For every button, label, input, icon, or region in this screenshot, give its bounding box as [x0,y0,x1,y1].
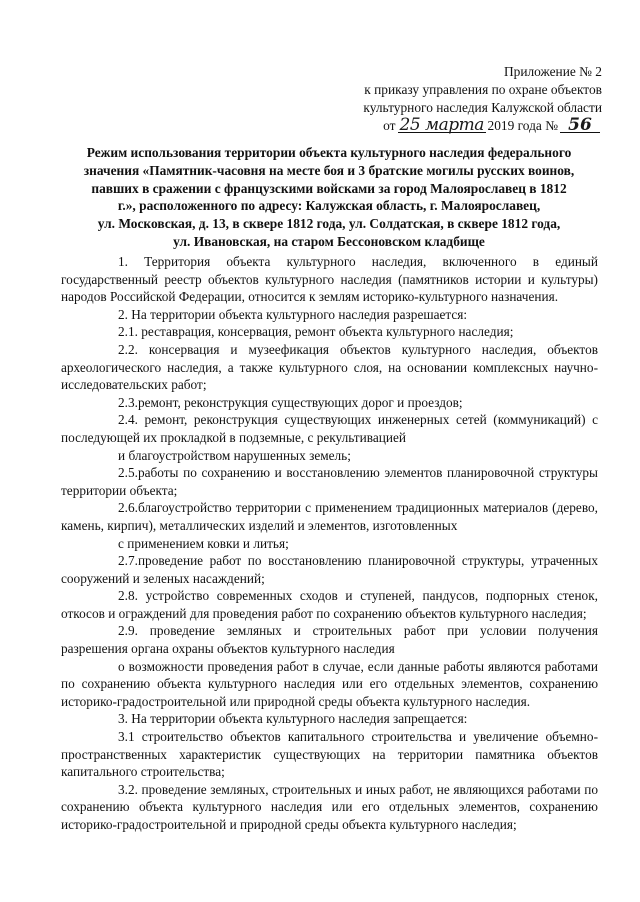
paragraph-2-2: 2.2. консервация и музеефикация объектов культурного наследия, объектов археологического наследия, а также культурного слоя, на основании комплексных научно-исследовательских работ; [61,341,598,393]
paragraph-2-1: 2.1. реставрация, консервация, ремонт объекта культурного наследия; [118,324,514,340]
paragraph-3-2: 3.2. проведение земляных, строительных и иных работ, не являющихся работами по сохранению объекта культурного наследия или его отдельных элементов, сохранению историко-градостроительной и природной среды объекта культурного наследия; [61,781,598,832]
title-line: ул. Ивановская, на старом Бессоновском кладбище [173,233,485,249]
paragraph-2-7: 2.7.проведение работ по восстановлению планировочной структуры, утраченных сооружений и зеленых насаждений; [61,553,598,586]
paragraph-2-8: 2.8. устройство современных сходов и ступеней, пандусов, подпорных стенок, откосов и ограждений для проведения работ по сохранению объектов культурного наследия; [61,588,598,621]
authority-name: культурного наследия Калужской области [363,100,602,115]
document-title [62,144,596,251]
paragraph-1: 1. Территория объекта культурного наследия, включенного в единый государственный реестр объектов культурного наследия (памятников истории и культуры) народов Российской Федерации, относится к землям историко-культурного назначения. [61,254,598,305]
paragraph-2-5: 2.5.работы по сохранению и восстановлению элементов планировочной структуры территории объекта; [61,465,598,498]
paragraph-2-6: 2.6.благоустройство территории с применением традиционных материалов (дерево, камень, кирпич), металлических изделий и элементов, изготовленных [61,500,598,533]
paragraph-2-3: 2.3.ремонт, реконструкция существующих дорог и проездов; [118,394,463,410]
paragraph-2: 2. На территории объекта культурного наследия разрешается: [118,306,468,322]
title-line: значения «Памятник-часовня на месте боя и 3 братские могилы русских воинов, [83,162,575,178]
paragraph-2-6-continued: с применением ковки и литья; [118,535,289,551]
paragraph-3-1: 3.1 строительство объектов капитального строительства и увеличение объемно-пространственных характеристик существующих на территории памятника объектов капитального строительства; [61,729,598,780]
appendix-number: Приложение № 2 [503,64,602,79]
paragraph-2-4: 2.4. ремонт, реконструкция существующих инженерных сетей (коммуникаций) с последующей их прокладкой в подземные, с рекультивацией [61,412,598,445]
paragraph-2-4-continued: и благоустройством нарушенных земель; [118,447,351,463]
title-line: г.», расположенного по адресу: Калужская область, г. Малоярославец, [117,198,541,214]
year-text: 2019 года № [487,118,558,133]
title-line: павших в сражении с французскими войсками за город Малоярославец в 1812 [91,180,567,196]
title-line: ул. Московская, д. 13, в сквере 1812 года, ул. Солдатская, в сквере 1812 года, [97,216,561,232]
appendix-header [320,63,602,135]
paragraph-3: 3. На территории объекта культурного наследия запрещается: [118,711,468,727]
document-body [61,253,598,834]
order-date-line [320,117,602,135]
paragraph-2-9: 2.9. проведение земляных и строительных работ при условии получения разрешения органа охраны объектов культурного наследия [61,623,598,657]
paragraph-2-9-continued: о возможности проведения работ в случае, если данные работы являются работами по сохранению объекта культурного наследия или его отдельных элементов, сохранению историко-градостроительной или природной среды объекта культурного наследия. [61,658,598,709]
handwritten-order-number: 56 [560,118,600,133]
title-line: Режим использования территории объекта культурного наследия федерального [86,145,572,160]
order-reference: к приказу управления по охране объектов [364,82,602,97]
handwritten-date: 25 марта [399,115,484,135]
date-prefix: от [383,118,396,133]
